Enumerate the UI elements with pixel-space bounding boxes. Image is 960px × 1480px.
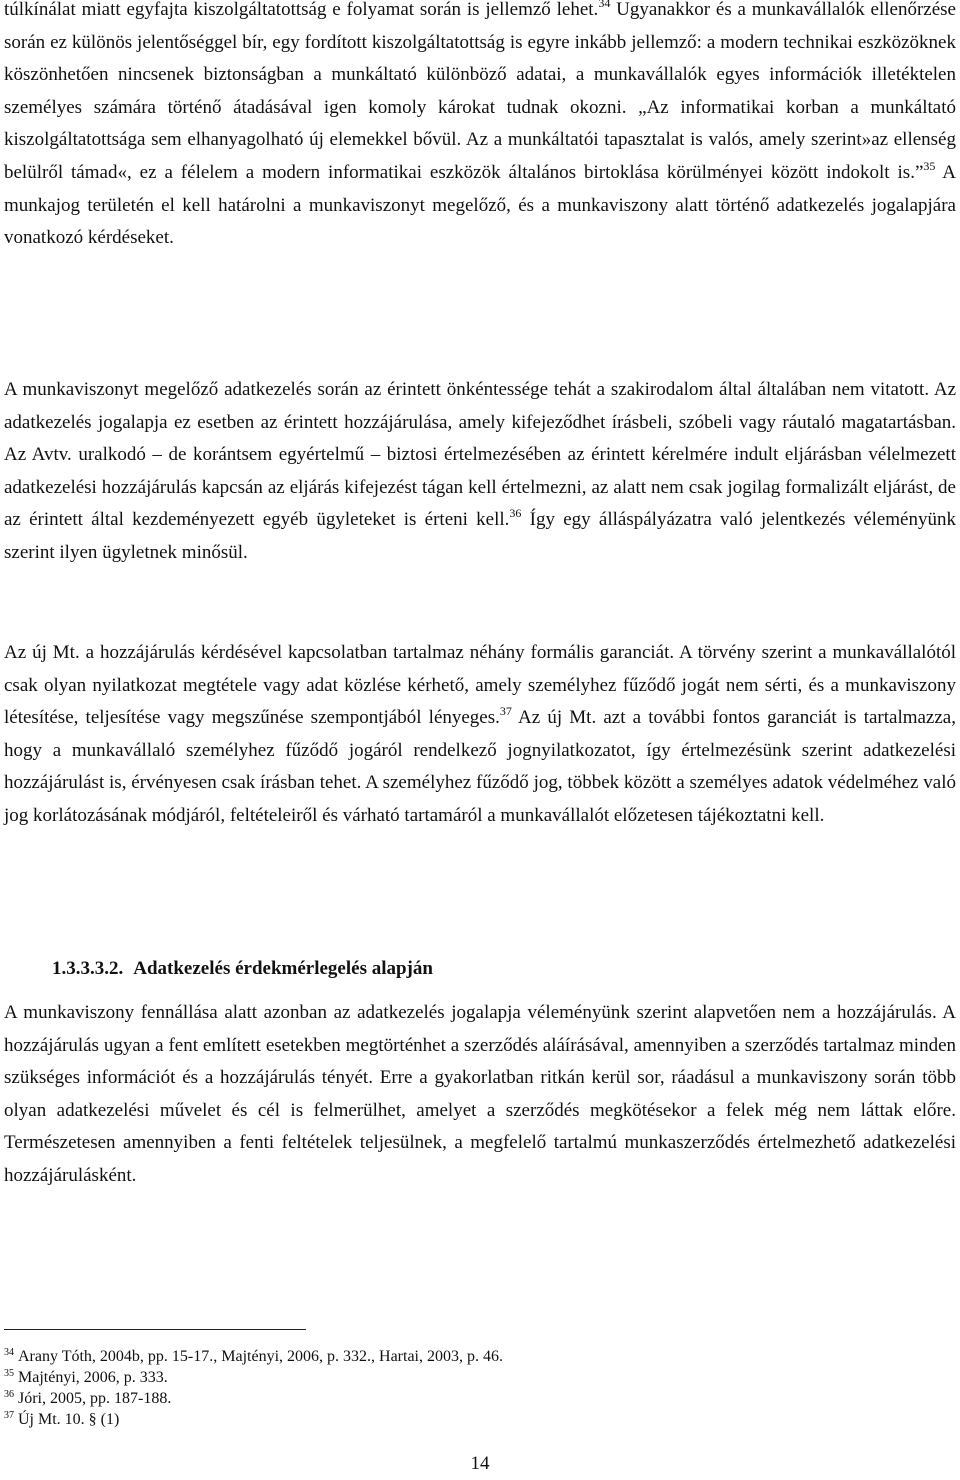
footnote-number: 35 xyxy=(4,1368,14,1379)
paragraph-text: A munkajog területén el kell határolni a munkaviszonyt megelőző, és a munkaviszony alatt történő adatkezelés jogalapjára vonatkozó kérdéseket. xyxy=(4,161,956,249)
paragraph-text: A munkaviszonyt megelőző adatkezelés során az érintett önkéntessége tehát a szakirodalom által általában nem vitatott. Az adatkezelés jogalapja ez esetben az érintett hozzájárulása, amely kifejeződhet írásbeli, szóbeli vagy ráutaló magatartásban. Az Avtv. uralkodó – de korántsem egyértelmű – biztosi értelmezésében az érintett kérelmére indult eljárásban vélelmezett adatkezelési hozzájárulás kapcsán az eljárás kifejezést tágan kell értelmezni, az alatt nem csak jogilag formalizált eljárást, de az érintett által kezdeményezett egyéb ügyleteket is érteni kell. xyxy=(4,379,956,531)
footnote-number: 34 xyxy=(4,1347,14,1358)
footnote xyxy=(4,1367,503,1388)
section-title: Adatkezelés érdekmérlegelés alapján xyxy=(133,958,433,979)
footnote-number: 36 xyxy=(4,1389,14,1400)
footnote-text: Majtényi, 2006, p. 333. xyxy=(18,1369,168,1386)
paragraph-text: Az új Mt. azt a további fontos garanciát is tartalmazza, hogy a munkavállaló személyhez fűződő jogáról rendelkező jognyilatkozatot, így értelmezésünk szerint adatkezelési hozzájárulást is, érvényesen csak írásban tehet. A személyhez fűződő jog, többek között a személyes adatok védelméhez való jog korlátozásának módjáról, feltételeiről és várható tartamáról a munkavállalót előzetesen tájékoztatni kell. xyxy=(4,707,956,826)
footnote-text: Jóri, 2005, pp. 187-188. xyxy=(18,1390,172,1407)
paragraph-text: Az új Mt. a hozzájárulás kérdésével kapcsolatban tartalmaz néhány formális garanciát. A törvény szerint a munkavállalótól csak olyan nyilatkozat megtétele vagy adat közlése kérhető, amely személyhez fűződő jogát nem sérti, és a munkaviszony létesítése, teljesítése vagy megszűnése szempontjából lényeges. xyxy=(4,642,956,729)
page-number: 14 xyxy=(470,1453,490,1474)
paragraph-text: túlkínálat miatt egyfajta kiszolgáltatottság e folyamat során is jellemző lehet. xyxy=(4,0,599,20)
section-heading xyxy=(52,953,433,985)
footnote-number: 37 xyxy=(4,1410,14,1421)
section-number: 1.3.3.3.2. xyxy=(52,958,124,979)
paragraph-text: Így egy álláspályázatra való jelentkezés véleményünk szerint ilyen ügyletnek minősül. xyxy=(4,509,956,563)
footnote-ref-36[interactable]: 36 xyxy=(509,506,522,521)
footnote-ref-37[interactable]: 37 xyxy=(499,704,512,719)
footnote-ref-34[interactable]: 34 xyxy=(598,0,611,10)
footnote-text: Új Mt. 10. § (1) xyxy=(18,1411,120,1428)
body-paragraph-2 xyxy=(4,374,956,570)
paragraph-text: Ugyanakkor és a munkavállalók ellenőrzése során ez különös jelentőséggel bír, egy fordított kiszolgáltatottság is egyre inkább jellemző: a modern technikai eszközöknek köszönhetően nincsenek biztonságban a munkáltató különböző adatai, a munkavállalók egyes információk illetéktelen személyes számára történő átadásával igen komoly károkat tudnak okozni. „Az informatikai korban a munkáltató kiszolgáltatottsága sem elhanyagolható új elemekkel bővül. Az a munkáltatói tapasztalat is valós, amely szerint»az ellenség belülről támad«, ez a félelem a modern informatikai eszközök általános birtoklása körülményei között indokolt is.” xyxy=(4,0,956,183)
body-paragraph-3 xyxy=(4,637,956,833)
footnote xyxy=(4,1388,503,1409)
footnote-ref-35[interactable]: 35 xyxy=(923,158,936,173)
body-paragraph-1 xyxy=(4,0,956,255)
footnote xyxy=(4,1409,503,1430)
footnote xyxy=(4,1346,503,1367)
footnote-text: Arany Tóth, 2004b, pp. 15-17., Majtényi, 2006, p. 332., Hartai, 2003, p. 46. xyxy=(18,1348,503,1365)
footnote-separator xyxy=(4,1329,306,1330)
body-paragraph-4: A munkaviszony fennállása alatt azonban az adatkezelés jogalapja véleményünk szerint alapvetően nem a hozzájárulás. A hozzájárulás ugyan a fent említett esetekben megtörténhet a szerződés aláírásával, amennyiben a szerződés tartalmaz minden szükséges információt és a hozzájárulás tényét. Erre a gyakorlatban ritkán kerül sor, ráadásul a munkaviszony során több olyan adatkezelési művelet és cél is felmerülhet, amelyet a szerződés megkötésekor a felek még nem láttak előre. Természetesen amennyiben a fenti feltételek teljesülnek, a megfelelő tartalmú munkaszerződés értelmezhető adatkezelési hozzájárulásként. xyxy=(4,1002,956,1186)
footnotes xyxy=(4,1346,503,1430)
